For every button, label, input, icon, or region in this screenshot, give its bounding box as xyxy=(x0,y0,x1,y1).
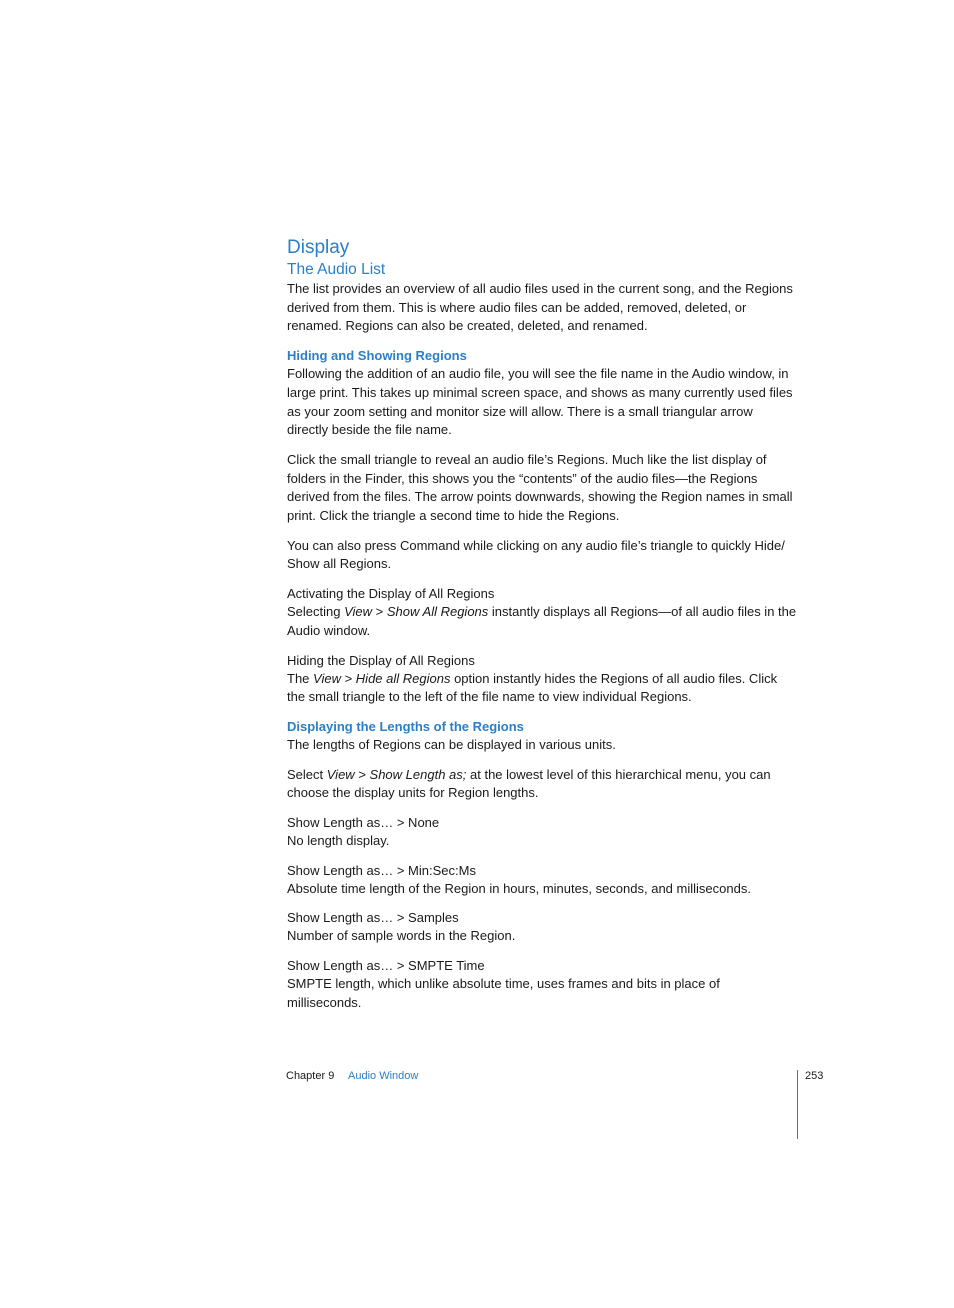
hiding-all-pre: The xyxy=(287,670,314,686)
hiding-paragraph-3: You can also press Command while clicking on any audio file’s triangle to quickly Hide/ Show all Regions. xyxy=(287,537,785,572)
option-text: Absolute time length of the Region in hours, minutes, seconds, and milliseconds. xyxy=(287,880,751,896)
page-content xyxy=(287,236,797,1024)
section-title: Display xyxy=(287,237,350,258)
menu-show-length-as: Show Length as; xyxy=(369,766,467,782)
subsection-title: The Audio List xyxy=(287,261,386,278)
lengths-paragraph-2 xyxy=(287,766,797,803)
activating-post: instantly displays all Regions—of all audio files in the Audio window. xyxy=(287,604,797,638)
menu-view: View xyxy=(313,670,341,686)
menu-show-all-regions: Show All Regions xyxy=(386,604,489,620)
footer-divider xyxy=(797,1070,798,1139)
option-text: SMPTE length, which unlike absolute time, uses frames and bits in place of milliseconds. xyxy=(287,976,720,1010)
page-number: 253 xyxy=(805,1070,824,1082)
menu-separator: > xyxy=(340,670,356,686)
hiding-all-post: option instantly hides the Regions of all audio files. Click the small triangle to the left of the file name to view individual Regions. xyxy=(287,670,778,705)
option-text: No length display. xyxy=(287,833,390,849)
lengths-post: at the lowest level of this hierarchical menu, you can choose the display units for Region lengths. xyxy=(287,766,771,801)
hiding-paragraph-1: Following the addition of an audio file, you will see the file name in the Audio window, in large print. This takes up minimal screen space, and shows as many currently used files as your zoom setting and monitor size will allow. There is a small triangular arrow directly beside the file name. xyxy=(287,366,793,438)
hiding-all-heading: Hiding the Display of All Regions xyxy=(287,652,475,668)
option-heading: Show Length as… > Samples xyxy=(287,910,459,926)
lengths-heading: Displaying the Lengths of the Regions xyxy=(287,718,524,734)
intro-paragraph: The list provides an overview of all audio files used in the current song, and the Regions derived from them. This is where audio files can be added, removed, deleted, or renamed. Regions can also be created, deleted, and renamed. xyxy=(287,281,793,334)
hiding-paragraph-2: Click the small triangle to reveal an audio file’s Regions. Much like the list display of folders in the Finder, this shows you the “contents” of the audio files—the Regions derived from the files. The arrow points downwards, showing the Region names in small print. Click the triangle a second time to hide the Regions. xyxy=(287,451,793,524)
menu-view: View xyxy=(344,604,373,620)
menu-separator: > xyxy=(354,766,370,782)
footer-chapter-title: Audio Window xyxy=(348,1070,419,1082)
option-heading: Show Length as… > Min:Sec:Ms xyxy=(287,862,476,878)
option-text: Number of sample words in the Region. xyxy=(287,928,516,944)
activating-heading: Activating the Display of All Regions xyxy=(287,586,495,602)
hiding-all-paragraph xyxy=(287,670,797,707)
footer-chapter: Chapter 9 xyxy=(286,1070,335,1082)
option-heading: Show Length as… > None xyxy=(287,815,440,831)
lengths-pre: Select xyxy=(287,766,327,782)
activating-pre: Selecting xyxy=(287,604,345,620)
menu-separator: > xyxy=(372,604,387,620)
menu-view: View xyxy=(326,766,355,782)
menu-hide-all-regions: Hide all Regions xyxy=(355,670,451,686)
lengths-paragraph-1: The lengths of Regions can be displayed in various units. xyxy=(287,736,616,752)
activating-paragraph xyxy=(287,603,797,640)
option-heading: Show Length as… > SMPTE Time xyxy=(287,958,485,974)
hiding-heading: Hiding and Showing Regions xyxy=(287,348,467,364)
